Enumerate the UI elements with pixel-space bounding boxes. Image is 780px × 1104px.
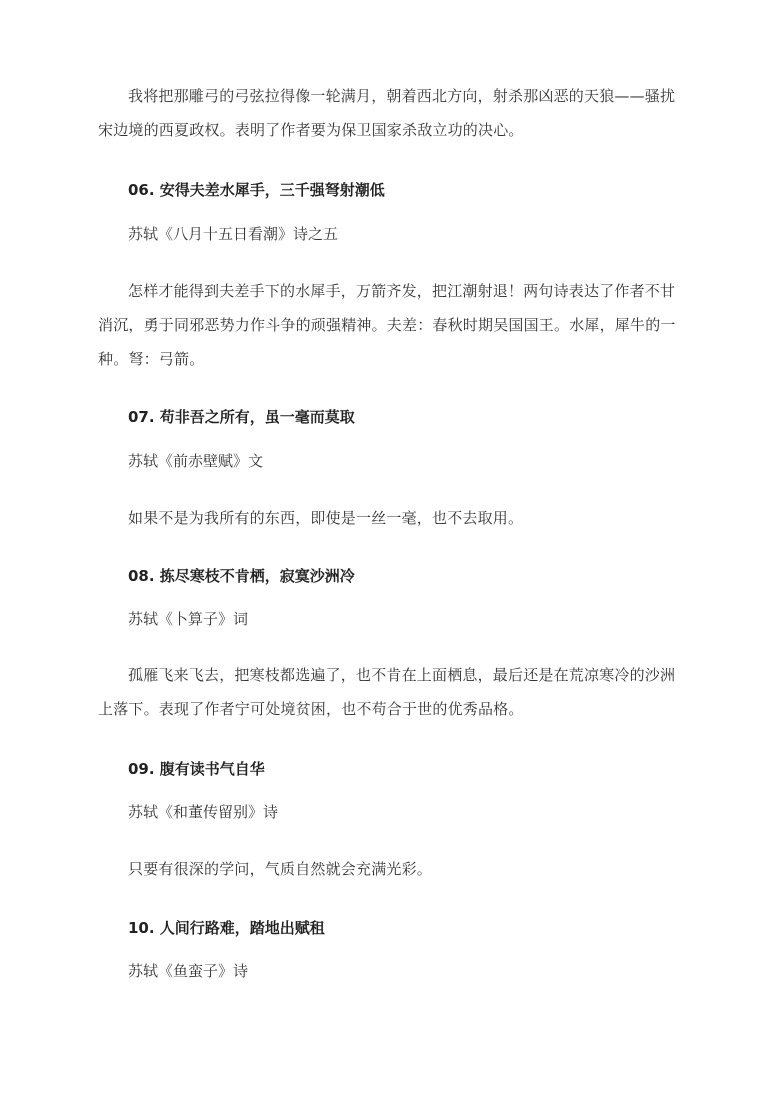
entry-06-source-block xyxy=(98,223,688,245)
entry-source: 苏轼《和董传留别》诗 xyxy=(128,803,279,821)
entry-06-explanation-block xyxy=(98,274,688,376)
entry-05-explanation-block xyxy=(98,79,688,147)
entry-07-explanation-block xyxy=(98,501,688,535)
entry-08-source-block xyxy=(98,608,688,630)
entry-heading: 10. 人间行路难，踏地出赋租 xyxy=(128,919,325,937)
entry-source: 苏轼《鱼蛮子》诗 xyxy=(128,962,249,980)
entry-07-source-block xyxy=(98,450,688,472)
entry-explanation: 如果不是为我所有的东西，即使是一丝一毫，也不去取用。 xyxy=(128,509,524,527)
entry-source: 苏轼《卜算子》词 xyxy=(128,610,249,628)
entry-heading: 08. 拣尽寒枝不肯栖，寂寞沙洲冷 xyxy=(128,567,355,585)
entry-heading: 07. 苟非吾之所有，虽一毫而莫取 xyxy=(128,408,355,426)
entry-07-heading-block xyxy=(98,406,688,428)
entry-09-explanation-block xyxy=(98,852,688,886)
entry-08-heading-block xyxy=(98,565,688,587)
entry-06-heading-block xyxy=(98,179,688,201)
entry-10-source-block xyxy=(98,960,688,982)
entry-10-heading-block xyxy=(98,917,688,939)
entry-09-source-block xyxy=(98,801,688,823)
entry-explanation: 孤雁飞来飞去，把寒枝都选遍了，也不肯在上面栖息，最后还是在荒凉寒冷的沙洲上落下。表现了作者宁可处境贫困，也不苟合于世的优秀品格。 xyxy=(98,666,676,718)
entry-09-heading-block xyxy=(98,758,688,780)
entry-source: 苏轼《八月十五日看潮》诗之五 xyxy=(128,225,339,243)
entry-explanation: 怎样才能得到夫差手下的水犀手，万箭齐发，把江潮射退！两句诗表达了作者不甘消沉，勇于同邪恶势力作斗争的顽强精神。夫差：春秋时期吴国国王。水犀，犀牛的一种。弩：弓箭。 xyxy=(98,282,676,368)
entry-source: 苏轼《前赤壁赋》文 xyxy=(128,452,264,470)
entry-heading: 06. 安得夫差水犀手，三千强弩射潮低 xyxy=(128,181,385,199)
entry-explanation: 只要有很深的学问，气质自然就会充满光彩。 xyxy=(128,860,433,878)
entry-08-explanation-block xyxy=(98,658,688,726)
entry-explanation: 我将把那雕弓的弓弦拉得像一轮满月，朝着西北方向，射杀那凶恶的天狼——骚扰宋边境的西夏政权。表明了作者要为保卫国家杀敌立功的决心。 xyxy=(98,87,676,139)
entry-heading: 09. 腹有读书气自华 xyxy=(128,760,265,778)
